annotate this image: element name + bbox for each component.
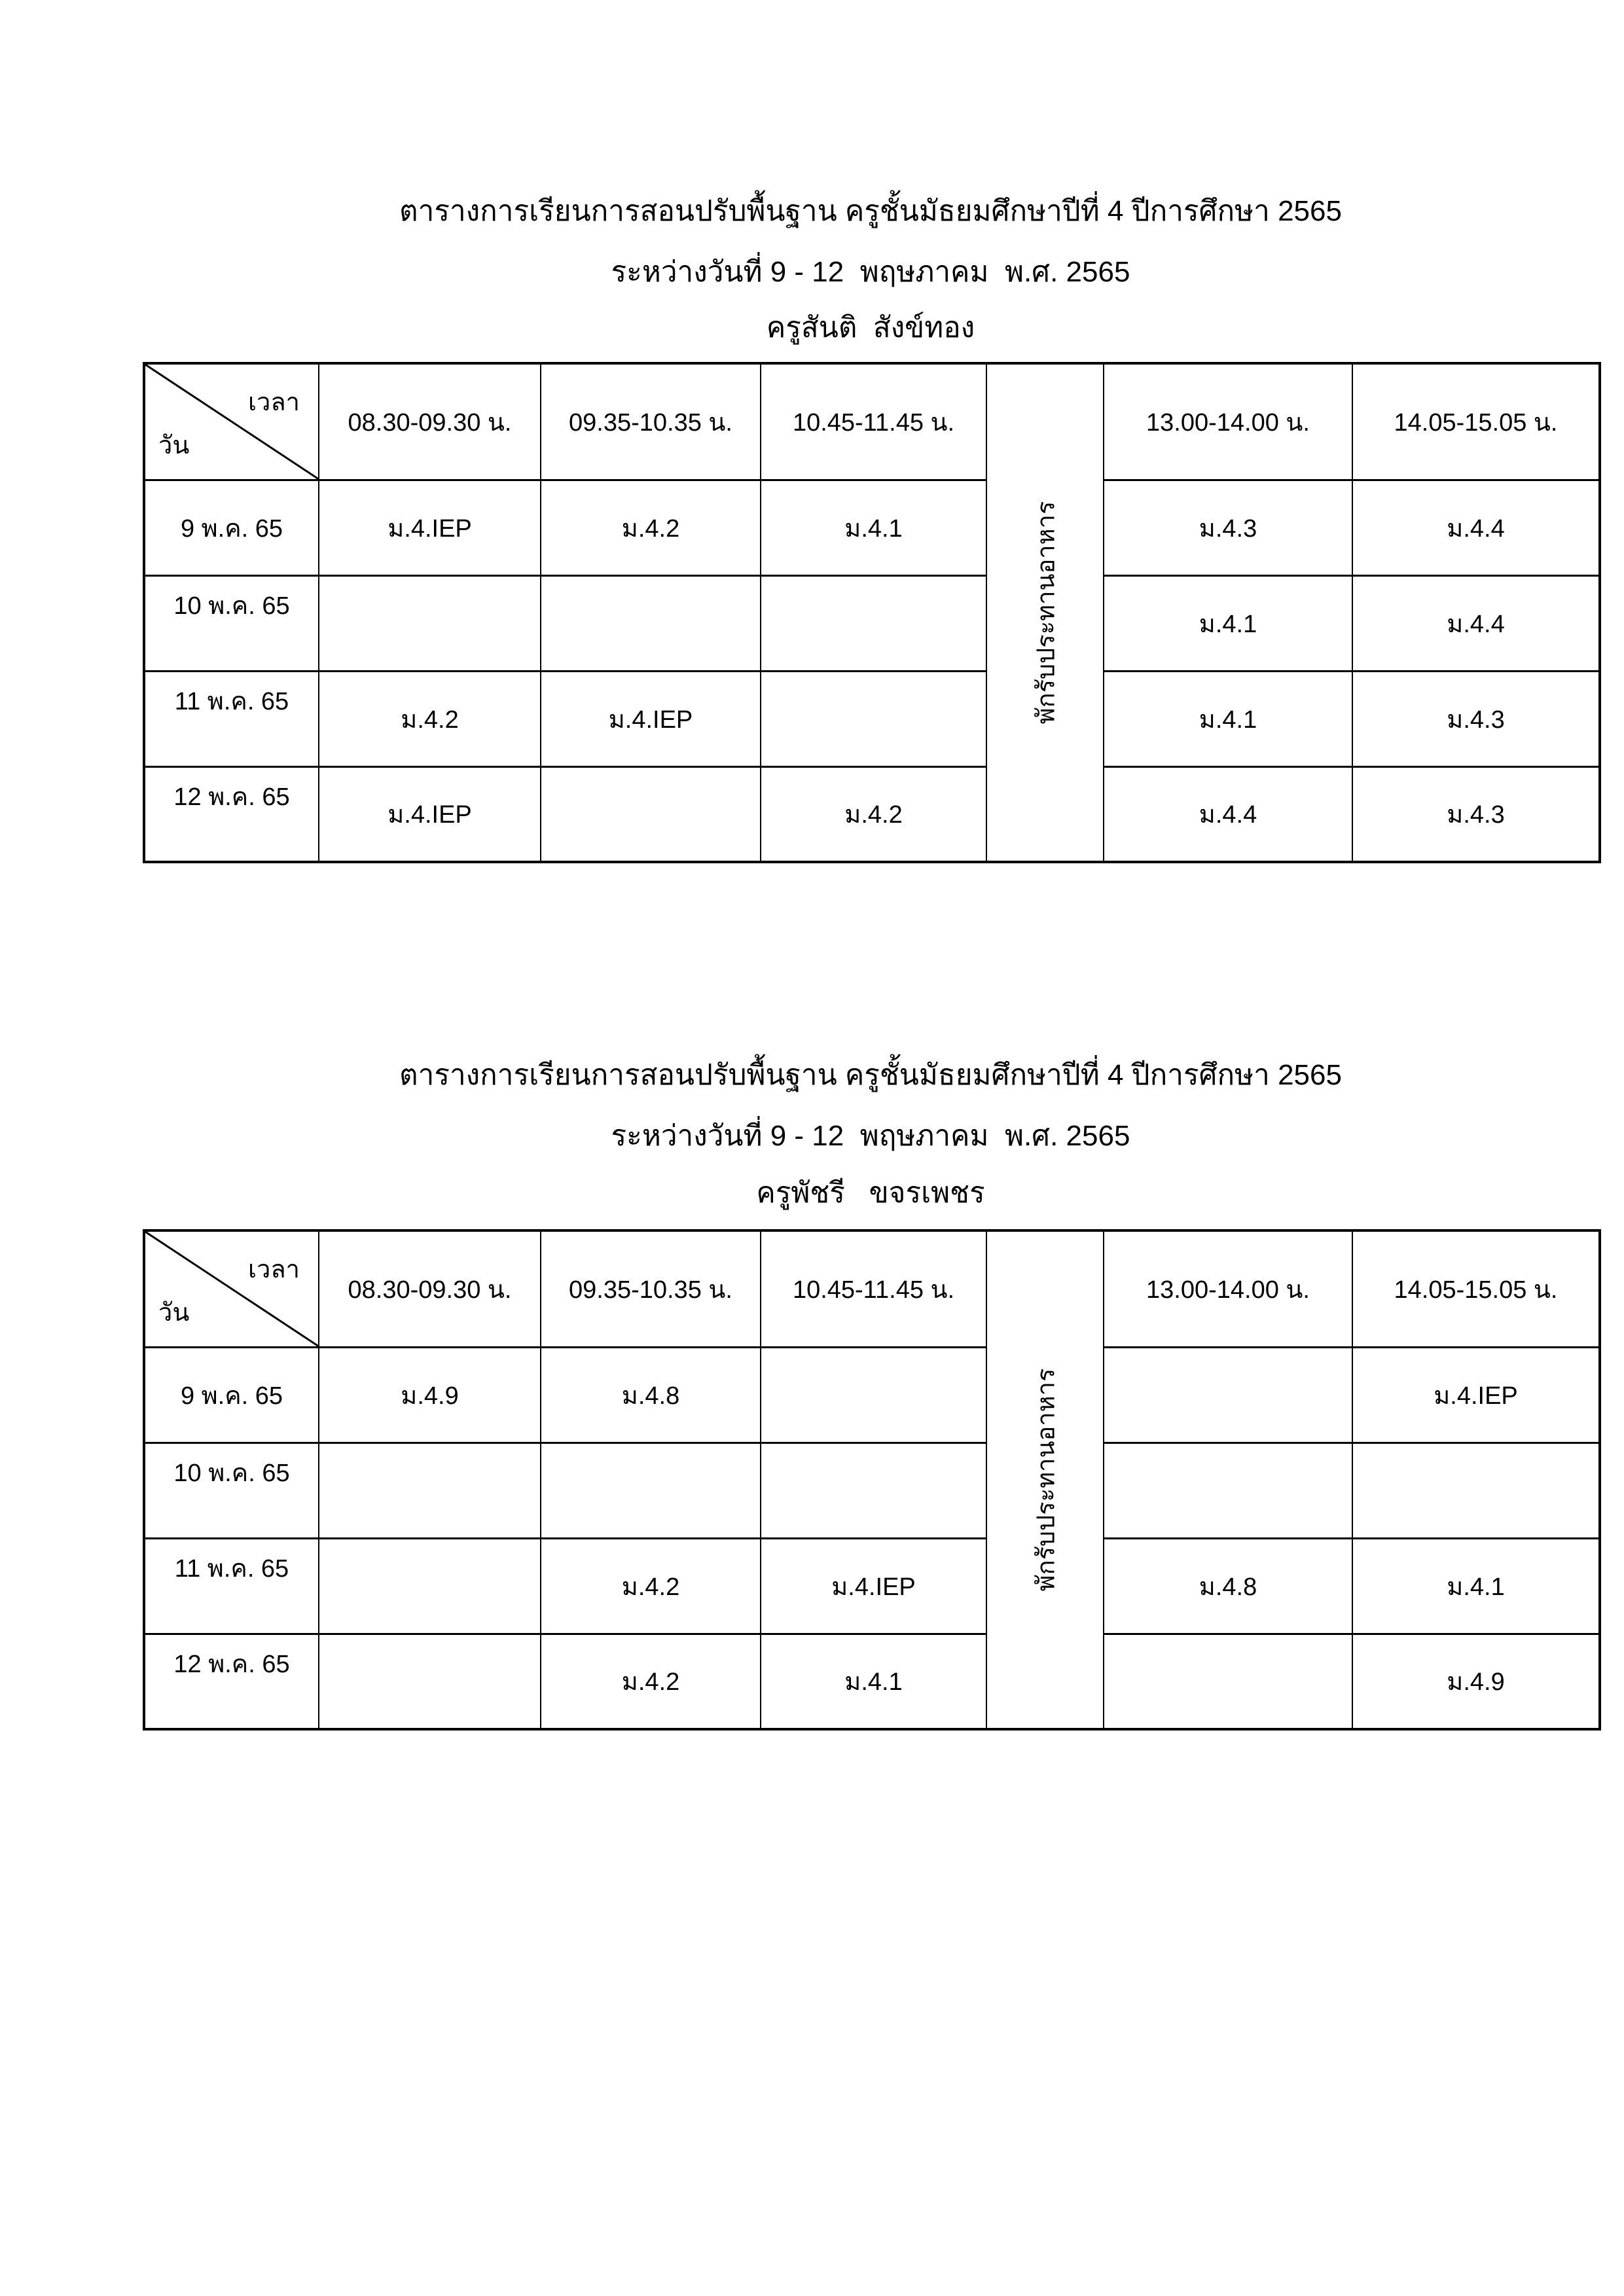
day-cell: 10 พ.ค. 65 [144,1443,319,1538]
class-cell: ม.4.2 [761,766,986,862]
class-cell: ม.4.IEP [319,480,541,575]
time-header-cell: 10.45-11.45 น. [761,363,986,480]
class-cell [541,766,761,862]
day-cell: 11 พ.ค. 65 [144,671,319,766]
corner-time-label: เวลา [248,1256,300,1283]
time-header-cell: 09.35-10.35 น. [541,363,761,480]
class-cell [1104,1347,1352,1443]
day-cell: 9 พ.ค. 65 [144,480,319,575]
class-cell: ม.4.IEP [319,766,541,862]
corner-cell [144,363,319,480]
class-cell [1352,1443,1600,1538]
class-cell [761,1347,986,1443]
header-row [144,1230,1600,1347]
class-cell: ม.4.4 [1104,766,1352,862]
table-row [144,1443,1600,1538]
corner-day-label: วัน [158,431,190,459]
time-header-cell: 10.45-11.45 น. [761,1230,986,1347]
class-cell [761,575,986,671]
class-cell: ม.4.8 [541,1347,761,1443]
schedule-table-2 [143,1229,1601,1731]
class-cell [319,1538,541,1634]
class-cell: ม.4.1 [761,480,986,575]
time-header-cell: 08.30-09.30 น. [319,1230,541,1347]
corner-time-label: เวลา [248,389,300,416]
class-cell: ม.4.4 [1352,575,1600,671]
class-cell: ม.4.IEP [541,671,761,766]
time-header-cell: 14.05-15.05 น. [1352,363,1600,480]
class-cell [319,1634,541,1729]
class-cell: ม.4.2 [541,1538,761,1634]
lunch-break-label: พักรับประทานอาหาร [1032,1368,1060,1592]
day-cell: 10 พ.ค. 65 [144,575,319,671]
class-cell [761,1443,986,1538]
teacher-name: ครูสันติ สังข์ทอง [766,312,975,344]
day-cell: 9 พ.ค. 65 [144,1347,319,1443]
time-header-cell: 09.35-10.35 น. [541,1230,761,1347]
lunch-break-cell [986,363,1104,862]
class-cell: ม.4.1 [1104,671,1352,766]
time-header-cell: 13.00-14.00 น. [1104,1230,1352,1347]
page-title: ตารางการเรียนการสอนปรับพื้นฐาน ครูชั้นมัธยมศึกษาปีที่ 4 ปีการศึกษา 2565 [399,1059,1342,1091]
class-cell: ม.4.3 [1352,671,1600,766]
class-cell: ม.4.1 [1352,1538,1600,1634]
time-header-cell: 13.00-14.00 น. [1104,363,1352,480]
class-cell: ม.4.3 [1104,480,1352,575]
day-cell: 11 พ.ค. 65 [144,1538,319,1634]
class-cell: ม.4.IEP [1352,1347,1600,1443]
class-cell [1104,1443,1352,1538]
teacher-name: ครูพัชรี ขจรเพชร [756,1177,985,1209]
table-row [144,1538,1600,1634]
time-header-cell: 08.30-09.30 น. [319,363,541,480]
class-cell: ม.4.4 [1352,480,1600,575]
date-range: ระหว่างวันที่ 9 - 12 พฤษภาคม พ.ศ. 2565 [611,1120,1130,1152]
corner-day-label: วัน [158,1299,190,1327]
time-header-cell: 14.05-15.05 น. [1352,1230,1600,1347]
class-cell [319,575,541,671]
class-cell: ม.4.8 [1104,1538,1352,1634]
class-cell [541,1443,761,1538]
class-cell [541,575,761,671]
page-title: ตารางการเรียนการสอนปรับพื้นฐาน ครูชั้นมัธยมศึกษาปีที่ 4 ปีการศึกษา 2565 [399,195,1342,227]
class-cell: ม.4.9 [1352,1634,1600,1729]
class-cell: ม.4.2 [541,480,761,575]
table-row [144,1347,1600,1443]
header-row [144,363,1600,480]
class-cell: ม.4.1 [1104,575,1352,671]
class-cell [1104,1634,1352,1729]
day-cell: 12 พ.ค. 65 [144,1634,319,1729]
table-row [144,575,1600,671]
corner-cell [144,1230,319,1347]
date-range: ระหว่างวันที่ 9 - 12 พฤษภาคม พ.ศ. 2565 [611,256,1130,288]
class-cell: ม.4.IEP [761,1538,986,1634]
schedule-table-1 [143,362,1601,863]
lunch-break-cell [986,1230,1104,1729]
lunch-break-label: พักรับประทานอาหาร [1032,501,1060,725]
day-cell: 12 พ.ค. 65 [144,766,319,862]
class-cell: ม.4.2 [541,1634,761,1729]
table-row [144,1634,1600,1729]
class-cell: ม.4.2 [319,671,541,766]
table-row [144,480,1600,575]
table-row [144,766,1600,862]
class-cell: ม.4.1 [761,1634,986,1729]
class-cell: ม.4.3 [1352,766,1600,862]
class-cell: ม.4.9 [319,1347,541,1443]
table-row [144,671,1600,766]
class-cell [761,671,986,766]
class-cell [319,1443,541,1538]
